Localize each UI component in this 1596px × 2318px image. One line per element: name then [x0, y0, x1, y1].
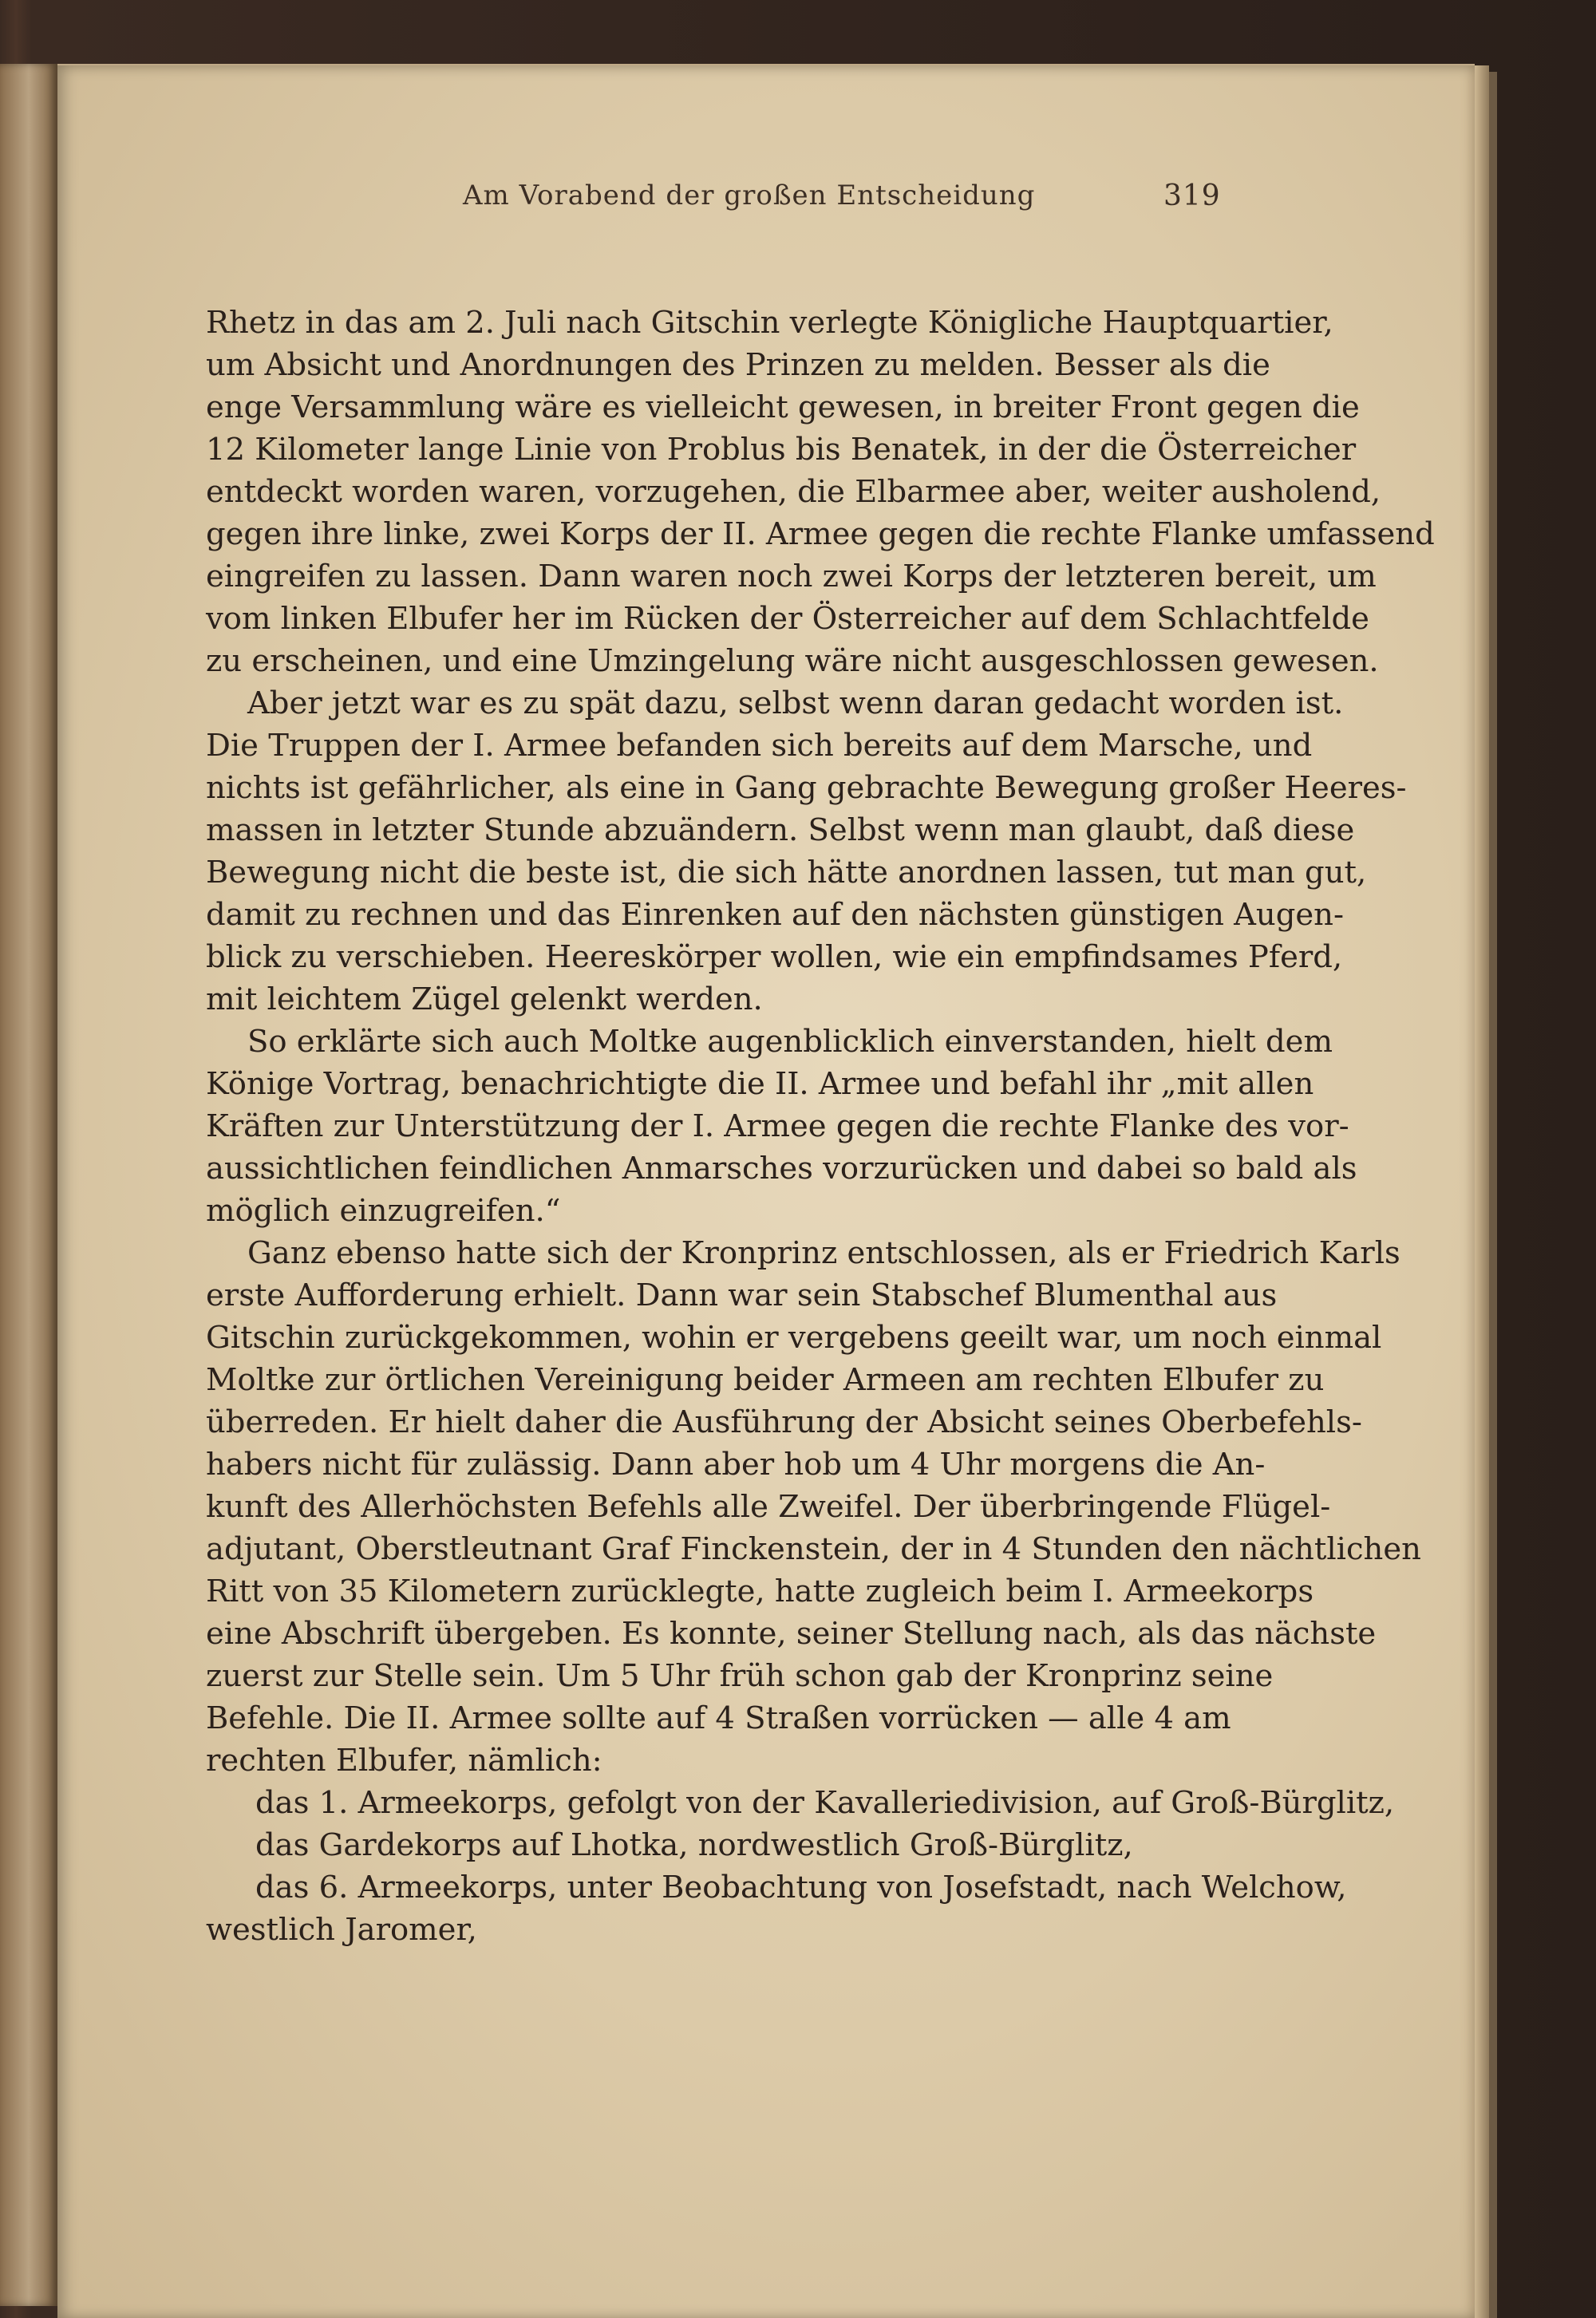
text-line: Moltke zur örtlichen Vereinigung beider Armeen am rechten Elbufer zu [206, 1362, 1325, 1398]
text-line: nichts ist gefährlicher, als eine in Gang gebrachte Bewegung großer Heeres- [206, 770, 1407, 806]
text-line: zuerst zur Stelle sein. Um 5 Uhr früh schon gab der Kronprinz seine [206, 1658, 1274, 1694]
text-line: möglich einzugreifen.“ [206, 1193, 561, 1229]
text-line: Die Truppen der I. Armee befanden sich bereits auf dem Marsche, und [206, 728, 1313, 764]
text-line: das 1. Armeekorps, gefolgt von der Kavalleriedivision, auf Groß-Bürglitz, [255, 1785, 1395, 1821]
text-line: um Absicht und Anordnungen des Prinzen zu melden. Besser als die [206, 347, 1270, 383]
text-line: aussichtlichen feindlichen Anmarsches vorzurücken und dabei so bald als [206, 1151, 1357, 1187]
text-line: habers nicht für zulässig. Dann aber hob um 4 Uhr morgens die An- [206, 1447, 1266, 1483]
text-line: eingreifen zu lassen. Dann waren noch zwei Korps der letzteren bereit, um [206, 559, 1377, 594]
text-line: zu erscheinen, und eine Umzingelung wäre nicht ausgeschlossen gewesen. [206, 643, 1379, 679]
running-title: Am Vorabend der großen Entscheidung [463, 180, 1036, 211]
text-line: gegen ihre linke, zwei Korps der II. Armee gegen die rechte Flanke umfassend [206, 516, 1435, 552]
text-line: Kräften zur Unterstützung der I. Armee gegen die rechte Flanke des vor- [206, 1108, 1349, 1144]
text-line: Befehle. Die II. Armee sollte auf 4 Straßen vorrücken — alle 4 am [206, 1700, 1231, 1736]
text-line: Rhetz in das am 2. Juli nach Gitschin verlegte Königliche Hauptquartier, [206, 305, 1333, 341]
text-line: enge Versammlung wäre es vielleicht gewesen, in breiter Front gegen die [206, 389, 1360, 425]
text-line: massen in letzter Stunde abzuändern. Selbst wenn man glaubt, daß diese [206, 812, 1355, 848]
text-line: entdeckt worden waren, vorzugehen, die Elbarmee aber, weiter ausholend, [206, 474, 1381, 510]
text-line: das 6. Armeekorps, unter Beobachtung von Josefstadt, nach Welchow, [255, 1870, 1347, 1905]
text-line: damit zu rechnen und das Einrenken auf den nächsten günstigen Augen- [206, 897, 1344, 933]
text-line: kunft des Allerhöchsten Befehls alle Zweifel. Der überbringende Flügel- [206, 1489, 1331, 1525]
text-line: adjutant, Oberstleutnant Graf Finckenstein, der in 4 Stunden den nächtlichen [206, 1531, 1421, 1567]
page-edge [1475, 65, 1489, 2318]
text-line: überreden. Er hielt daher die Ausführung der Absicht seines Oberbefehls- [206, 1404, 1362, 1440]
text-line: westlich Jaromer, [206, 1912, 477, 1948]
text-line: vom linken Elbufer her im Rücken der Österreicher auf dem Schlachtfelde [206, 601, 1369, 637]
text-line: mit leichtem Zügel gelenkt werden. [206, 981, 763, 1017]
text-line: das Gardekorps auf Lhotka, nordwestlich Groß-Bürglitz, [255, 1827, 1133, 1863]
text-line: rechten Elbufer, nämlich: [206, 1743, 602, 1779]
text-line: erste Aufforderung erhielt. Dann war sein Stabschef Blumenthal aus [206, 1277, 1278, 1313]
facing-page-edge [0, 64, 57, 2306]
text-line: eine Abschrift übergeben. Es konnte, seiner Stellung nach, als das nächste [206, 1616, 1377, 1652]
text-line: 12 Kilometer lange Linie von Problus bis Benatek, in der die Österreicher [206, 432, 1357, 468]
text-line: Gitschin zurückgekommen, wohin er vergebens geeilt war, um noch einmal [206, 1320, 1382, 1356]
text-line: Könige Vortrag, benachrichtigte die II. Armee und befahl ihr „mit allen [206, 1066, 1314, 1102]
text-line: blick zu verschieben. Heereskörper wollen, wie ein empfindsames Pferd, [206, 939, 1343, 975]
body-text [206, 302, 1435, 1951]
text-line: Ritt von 35 Kilometern zurücklegte, hatte zugleich beim I. Armeekorps [206, 1574, 1314, 1609]
text-line: Aber jetzt war es zu spät dazu, selbst wenn daran gedacht worden ist. [247, 685, 1344, 721]
text-line: Ganz ebenso hatte sich der Kronprinz entschlossen, als er Friedrich Karls [247, 1235, 1400, 1271]
page-edge-shadow [1489, 72, 1497, 2318]
text-line: Bewegung nicht die beste ist, die sich hätte anordnen lassen, tut man gut, [206, 855, 1367, 890]
text-line: So erklärte sich auch Moltke augenblicklich einverstanden, hielt dem [247, 1024, 1333, 1060]
page-number: 319 [1163, 180, 1221, 212]
